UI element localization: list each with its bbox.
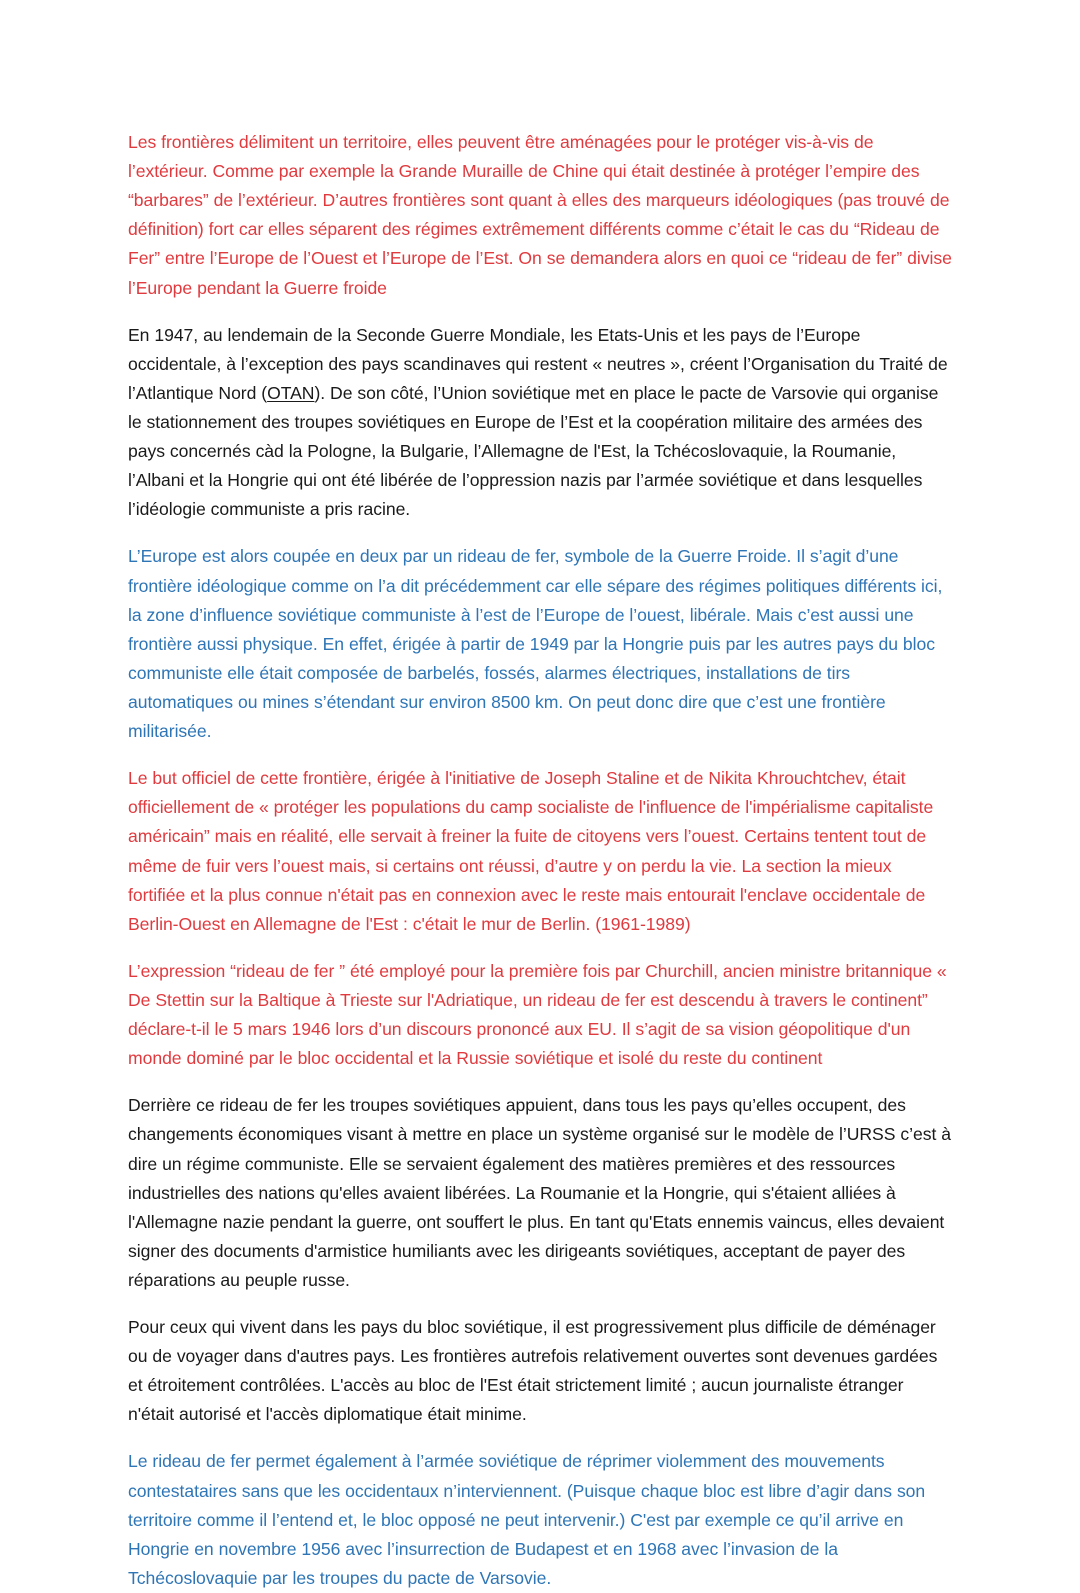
paragraph-otan-text-before: En 1947, au lendemain de la Seconde Guerre Mondiale, les Etats-Unis et les pays de l’Europe occidentale, à l’exception des pays scandinaves qui restent « neutres », créent l’Organisation du Traité de l’Atlantique Nord ( (128, 324, 948, 403)
document-body (128, 128, 952, 1593)
paragraph-but-officiel-mur-berlin: Le but officiel de cette frontière, érigée à l'initiative de Joseph Staline et de Nikita Khrouchtchev, était officiellement de « protéger les populations du camp socialiste de l'influence de l'impérialisme capitaliste américain” mais en réalité, elle servait à freiner la fuite de citoyens vers l’ouest. Certains tentent tout de même de fuir vers l’ouest mais, si certains ont réussi, d’autre y on perdu la vie. La section la mieux fortifiée et la plus connue n'était pas en connexion avec le reste mais entourait l'enclave occidentale de Berlin-Ouest en Allemagne de l'Est : c'était le mur de Berlin. (1961-1989) (128, 768, 934, 934)
otan-acronym: OTAN (267, 382, 315, 403)
paragraph-otan-text-after: ). De son côté, l’Union soviétique met en place le pacte de Varsovie qui organise le stationnement des troupes soviétiques en Europe de l’Est et la coopération militaire des armées des pays concernés càd la Pologne, la Bulgarie, l’Allemagne de l'Est, la Tchécoslovaquie, la Roumanie, l’Albani et la Hongrie qui ont été libérée de l’oppression nazis par l’armée soviétique et dans lesquelles l’idéologie communiste a pris racine. (128, 382, 939, 520)
paragraph-repression-budapest-prague: Le rideau de fer permet également à l’armée soviétique de réprimer violemment des mouvements contestataires sans que les occidentaux n’interviennent. (Puisque chaque bloc est libre d’agir dans son territoire comme il l’entend et, le bloc opposé ne peut intervenir.) C'est par exemple ce qu’il arrive en Hongrie en novembre 1956 avec l’insurrection de Budapest et en 1968 avec l’invasion de la Tchécoslovaquie par les troupes du pacte de Varsovie. (128, 1451, 926, 1588)
paragraph-intro-frontieres: Les frontières délimitent un territoire, elles peuvent être aménagées pour le protéger vis-à-vis de l’extérieur. Comme par exemple la Grande Muraille de Chine qui était destinée à protéger l’empire des “barbares” de l’extérieur. D’autres frontières sont quant à elles des marqueurs idéologiques (pas trouvé de définition) fort car elles séparent des régimes extrêmement différents comme c’était le cas du “Rideau de Fer” entre l’Europe de l’Ouest et l’Europe de l’Est. On se demandera alors en quoi ce “rideau de fer” divise l’Europe pendant la Guerre froide (128, 132, 952, 298)
paragraph-otan-varsovie (128, 321, 952, 525)
paragraph-europe-coupee-en-deux: L’Europe est alors coupée en deux par un rideau de fer, symbole de la Guerre Froide. Il s’agit d’une frontière idéologique comme on l’a dit précédemment car elle sépare des régimes politiques différents ici, la zone d’influence soviétique communiste à l’est de l’Europe de l’ouest, libérale. Mais c’est aussi une frontière aussi physique. En effet, érigée à partir de 1949 par la Hongrie puis par les autres pays du bloc communiste elle était composée de barbelés, fossés, alarmes électriques, installations de tirs automatiques ou mines s’étendant sur environ 8500 km. On peut donc dire que c’est une frontière militarisée. (128, 546, 943, 742)
paragraph-restrictions-voyage: Pour ceux qui vivent dans les pays du bloc soviétique, il est progressivement plus difficile de déménager ou de voyager dans d'autres pays. Les frontières autrefois relativement ouvertes sont devenues gardées et étroitement contrôlées. L'accès au bloc de l'Est était strictement limité ; aucun journaliste étranger n'était autorisé et l'accès diplomatique était minime. (128, 1317, 938, 1425)
paragraph-churchill-expression: L’expression “rideau de fer ” été employé pour la première fois par Churchill, ancien ministre britannique « De Stettin sur la Baltique à Trieste sur l'Adriatique, un rideau de fer est descendu à travers le continent” déclare-t-il le 5 mars 1946 lors d’un discours prononcé aux EU. Il s’agit de sa vision géopolitique d'un monde dominé par le bloc occidental et la Russie soviétique et isolé du reste du continent (128, 960, 947, 1069)
paragraph-derriere-rideau-economie: Derrière ce rideau de fer les troupes soviétiques appuient, dans tous les pays qu’elles occupent, des changements économiques visant à mettre en place un système organisé sur le modèle de l’URSS c’est à dire un régime communiste. Elle se servaient également des matières premières et des ressources industrielles des nations qu'elles avaient libérées. La Roumanie et la Hongrie, qui s'étaient alliées à l'Allemagne nazie pendant la guerre, ont souffert le plus. En tant qu'Etats ennemis vaincus, elles devaient signer des documents d'armistice humiliants avec les dirigeants soviétiques, acceptant de payer des réparations au peuple russe. (128, 1095, 951, 1290)
